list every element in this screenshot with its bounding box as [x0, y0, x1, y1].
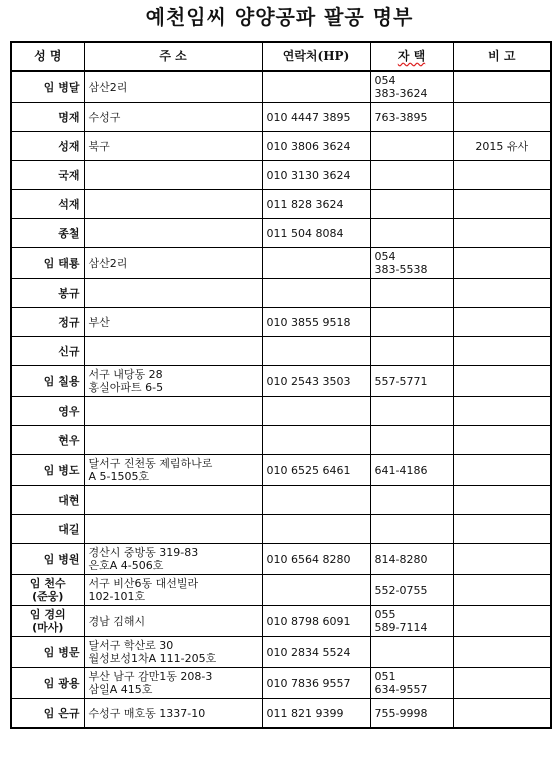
table-row [11, 279, 551, 308]
note-cell [453, 544, 551, 575]
member-name-line: 임 광용 [43, 676, 80, 690]
table-row [11, 455, 551, 486]
member-name-cell [11, 515, 84, 544]
address-cell [84, 132, 262, 161]
member-name-line: 임 병달 [43, 80, 80, 94]
home-phone-line: 051 [374, 670, 396, 683]
table-row [11, 103, 551, 132]
address-cell [84, 668, 262, 699]
home-phone-cell [370, 575, 453, 606]
note-cell [453, 248, 551, 279]
table-row [11, 397, 551, 426]
mobile-phone-cell [262, 279, 370, 308]
table-row [11, 190, 551, 219]
header-home: 자 택 [370, 42, 453, 71]
home-phone-cell [370, 668, 453, 699]
home-phone-line: 763-3895 [374, 110, 428, 124]
home-phone-cell [370, 279, 453, 308]
note-cell [453, 699, 551, 729]
table-row [11, 219, 551, 248]
home-phone-cell [370, 515, 453, 544]
member-name-cell [11, 455, 84, 486]
table-row [11, 366, 551, 397]
address-line: 월성보성1차A 111-205호 [88, 652, 217, 665]
address-line: 서구 내당동 28 [88, 368, 163, 381]
home-phone-cell [370, 397, 453, 426]
address-cell [84, 515, 262, 544]
member-name-cell [11, 544, 84, 575]
home-phone-cell [370, 132, 453, 161]
mobile-phone-cell: 010 3855 9518 [262, 308, 370, 337]
address-line: 삼일A 415호 [88, 683, 153, 696]
note-cell [453, 308, 551, 337]
home-phone-cell [370, 426, 453, 455]
member-name-line: 국재 [58, 168, 80, 182]
note-cell [453, 397, 551, 426]
member-name-cell [11, 219, 84, 248]
address-cell [84, 103, 262, 132]
table-row [11, 248, 551, 279]
mobile-phone-cell [262, 397, 370, 426]
address-line: 삼산2리 [88, 80, 128, 94]
home-phone-cell [370, 337, 453, 366]
address-line: 수성구 [88, 110, 121, 124]
note-cell [453, 668, 551, 699]
address-cell [84, 366, 262, 397]
member-name-cell [11, 279, 84, 308]
table-row [11, 544, 551, 575]
note-cell [453, 606, 551, 637]
home-phone-cell [370, 606, 453, 637]
note-cell [453, 103, 551, 132]
mobile-phone-cell [262, 248, 370, 279]
address-line: 달서구 학산로 30 [88, 639, 174, 652]
mobile-phone-cell: 010 3806 3624 [262, 132, 370, 161]
member-name-line: 임 태룡 [43, 256, 80, 270]
address-cell [84, 455, 262, 486]
address-line: 경산시 중방동 319-83 [88, 546, 199, 559]
table-row [11, 637, 551, 668]
address-line: 부산 남구 감만1동 208-3 [88, 670, 213, 683]
member-name-cell [11, 161, 84, 190]
header-name: 성 명 [11, 42, 84, 71]
note-cell [453, 515, 551, 544]
note-cell [453, 486, 551, 515]
address-line: 서구 비산6동 대선빌라 [88, 577, 199, 590]
address-cell [84, 575, 262, 606]
member-name-cell [11, 308, 84, 337]
mobile-phone-cell: 010 8798 6091 [262, 606, 370, 637]
note-cell [453, 219, 551, 248]
address-cell [84, 637, 262, 668]
address-line: 삼산2리 [88, 256, 128, 270]
address-cell [84, 308, 262, 337]
member-name-cell [11, 190, 84, 219]
member-name-cell [11, 248, 84, 279]
home-phone-line: 383-5538 [374, 263, 428, 276]
table-row [11, 515, 551, 544]
mobile-phone-cell: 010 3130 3624 [262, 161, 370, 190]
header-phone: 연락처(HP) [262, 42, 370, 71]
note-cell [453, 71, 551, 103]
address-line: 경남 김해시 [88, 614, 146, 628]
home-phone-line: 814-8280 [374, 552, 428, 566]
header-note: 비 고 [453, 42, 551, 71]
home-phone-cell [370, 103, 453, 132]
table-row [11, 161, 551, 190]
member-name-cell [11, 366, 84, 397]
mobile-phone-cell [262, 426, 370, 455]
member-name-line: 대현 [58, 493, 80, 507]
note-cell: 2015 유사 [453, 132, 551, 161]
mobile-phone-cell [262, 515, 370, 544]
table-row [11, 132, 551, 161]
table-row [11, 486, 551, 515]
note-cell [453, 637, 551, 668]
mobile-phone-cell: 010 6525 6461 [262, 455, 370, 486]
home-phone-cell [370, 637, 453, 668]
mobile-phone-cell: 011 504 8084 [262, 219, 370, 248]
note-cell [453, 337, 551, 366]
member-name-line: 임 병문 [43, 645, 80, 659]
member-name-line: 임 천수 [29, 577, 66, 590]
home-phone-cell [370, 486, 453, 515]
member-name-cell [11, 668, 84, 699]
member-roster-table [10, 41, 552, 729]
member-name-line: 성재 [58, 139, 80, 153]
address-cell [84, 397, 262, 426]
member-name-line: 종철 [58, 226, 80, 240]
home-phone-line: 557-5771 [374, 374, 428, 388]
member-name-line: 명재 [58, 110, 80, 124]
member-name-cell [11, 71, 84, 103]
table-row [11, 337, 551, 366]
address-line: 홍실아파트 6-5 [88, 381, 164, 394]
member-name-line: 신규 [58, 344, 80, 358]
address-cell [84, 337, 262, 366]
member-name-line: 임 칠용 [43, 374, 80, 388]
member-name-line: 석재 [58, 197, 80, 211]
table-row [11, 668, 551, 699]
member-name-cell [11, 103, 84, 132]
home-phone-line: 054 [374, 250, 396, 263]
mobile-phone-cell: 011 828 3624 [262, 190, 370, 219]
home-phone-cell [370, 71, 453, 103]
home-phone-line: 383-3624 [374, 87, 428, 100]
mobile-phone-cell [262, 575, 370, 606]
table-row [11, 308, 551, 337]
note-cell [453, 426, 551, 455]
mobile-phone-cell [262, 337, 370, 366]
member-name-line: 정규 [58, 315, 80, 329]
mobile-phone-cell: 010 4447 3895 [262, 103, 370, 132]
address-cell [84, 219, 262, 248]
address-cell [84, 426, 262, 455]
address-cell [84, 248, 262, 279]
mobile-phone-cell: 010 7836 9557 [262, 668, 370, 699]
home-phone-cell [370, 308, 453, 337]
home-phone-cell [370, 455, 453, 486]
member-name-line: 임 병원 [43, 552, 80, 566]
home-phone-cell [370, 699, 453, 729]
note-cell [453, 575, 551, 606]
address-line: 은호A 4-506호 [88, 559, 164, 572]
home-phone-cell [370, 190, 453, 219]
address-cell [84, 544, 262, 575]
home-phone-cell [370, 219, 453, 248]
member-name-cell [11, 486, 84, 515]
mobile-phone-cell: 010 6564 8280 [262, 544, 370, 575]
address-line: 북구 [88, 139, 110, 153]
home-phone-cell [370, 544, 453, 575]
note-cell [453, 190, 551, 219]
address-cell [84, 279, 262, 308]
member-name-line: 봉규 [58, 286, 80, 300]
note-cell [453, 161, 551, 190]
member-name-line: 현우 [58, 433, 80, 447]
table-row [11, 699, 551, 729]
mobile-phone-cell: 011 821 9399 [262, 699, 370, 729]
address-line: 부산 [88, 315, 110, 329]
member-name-cell [11, 337, 84, 366]
member-name-cell [11, 132, 84, 161]
address-cell [84, 161, 262, 190]
home-phone-cell [370, 366, 453, 397]
home-phone-line: 055 [374, 608, 396, 621]
address-line: A 5-1505호 [88, 470, 150, 483]
address-line: 달서구 진천동 제림하나로 [88, 457, 213, 470]
note-cell [453, 279, 551, 308]
table-row [11, 71, 551, 103]
table-row [11, 426, 551, 455]
mobile-phone-cell [262, 71, 370, 103]
member-name-line: 임 은규 [43, 706, 80, 720]
member-name-line: (준웅) [32, 590, 64, 603]
home-phone-line: 054 [374, 74, 396, 87]
mobile-phone-cell: 010 2543 3503 [262, 366, 370, 397]
home-phone-line: 634-9557 [374, 683, 428, 696]
mobile-phone-cell: 010 2834 5524 [262, 637, 370, 668]
home-phone-cell [370, 161, 453, 190]
note-cell [453, 366, 551, 397]
member-name-line: (마사) [32, 621, 64, 634]
table-row [11, 606, 551, 637]
table-row [11, 575, 551, 606]
home-phone-line: 641-4186 [374, 463, 428, 477]
address-cell [84, 486, 262, 515]
member-name-cell [11, 397, 84, 426]
address-cell [84, 699, 262, 729]
document-title: 예천임씨 양양공파 팔공 명부 [145, 5, 414, 29]
header-address: 주 소 [84, 42, 262, 71]
address-line: 수성구 매호동 1337-10 [88, 706, 206, 720]
roster-body [11, 71, 551, 728]
address-line: 102-101호 [88, 590, 146, 603]
member-name-cell [11, 606, 84, 637]
member-name-line: 임 경의 [29, 608, 66, 621]
home-phone-line: 589-7114 [374, 621, 428, 634]
note-cell [453, 455, 551, 486]
member-name-cell [11, 575, 84, 606]
home-phone-line: 552-0755 [374, 583, 428, 597]
home-phone-line: 755-9998 [374, 706, 428, 720]
member-name-cell [11, 637, 84, 668]
member-name-line: 임 병도 [43, 463, 80, 477]
member-name-cell [11, 426, 84, 455]
header-row [11, 42, 551, 71]
address-cell [84, 71, 262, 103]
member-name-cell [11, 699, 84, 729]
address-cell [84, 190, 262, 219]
address-cell [84, 606, 262, 637]
mobile-phone-cell [262, 486, 370, 515]
member-name-line: 영우 [58, 404, 80, 418]
member-name-line: 대길 [58, 522, 80, 536]
home-phone-cell [370, 248, 453, 279]
